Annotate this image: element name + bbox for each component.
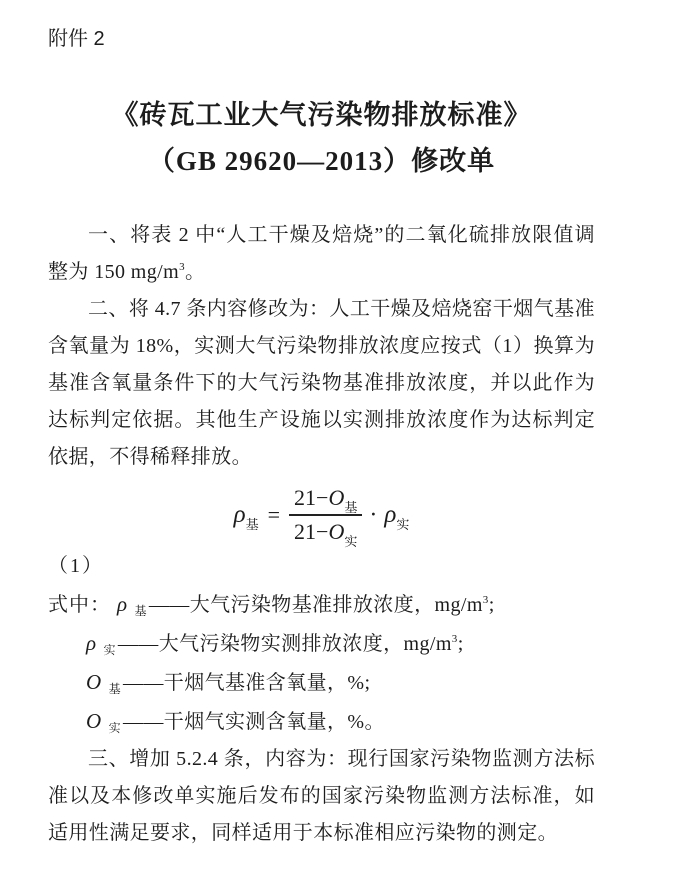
dash: —— bbox=[122, 672, 164, 694]
where-item bbox=[48, 585, 595, 624]
where-item bbox=[48, 663, 595, 702]
subscript: 实 bbox=[103, 643, 116, 657]
dash: —— bbox=[122, 711, 164, 733]
definition-text: 大气污染物实测排放浓度，mg/m bbox=[158, 633, 452, 655]
superscript-3: 3 bbox=[482, 594, 489, 606]
rho-actual-symbol: ρ bbox=[384, 501, 397, 528]
paragraph-3: 三、增加 5.2.4 条，内容为：现行国家污染物监测方法标准以及本修改单实施后发布的国家污染物监测方法标准，如适用性满足要求，同样适用于本标准相应污染物的测定。 bbox=[48, 748, 595, 844]
denominator-text: 21− bbox=[294, 519, 329, 544]
superscript-3: 3 bbox=[451, 633, 458, 645]
equation-number: （1） bbox=[48, 555, 104, 577]
multiplication-dot: · bbox=[369, 501, 378, 528]
fraction-numerator bbox=[289, 485, 362, 516]
definition-tail: ; bbox=[457, 633, 464, 655]
paragraph-2: 二、将 4.7 条内容修改为：人工干燥及焙烧窑干烟气基准含氧量为 18%，实测大气污染物排放浓度应按式（1）换算为基准含氧量条件下的大气污染物基准排放浓度，并以此作为达标判定依据。其他生产设施以实测排放浓度作为达标判定依据，不得稀释排放。 bbox=[48, 298, 595, 468]
fraction bbox=[289, 485, 362, 549]
subscript: 基 bbox=[134, 604, 147, 618]
dash: —— bbox=[148, 594, 190, 616]
paragraph-1-text: 一、将表 2 中“人工干燥及焙烧”的二氧化硫排放限值调整为 150 mg/m bbox=[48, 224, 595, 283]
definition-text: 干烟气基准含氧量，%; bbox=[163, 672, 371, 694]
where-item bbox=[48, 702, 595, 741]
formula-rhs bbox=[384, 501, 410, 532]
title-line-2: （GB 29620—2013）修改单 bbox=[147, 146, 496, 176]
superscript-3: 3 bbox=[179, 261, 185, 273]
numerator-text: 21− bbox=[294, 485, 329, 510]
dash: —— bbox=[117, 633, 159, 655]
rho-base-symbol: ρ bbox=[233, 501, 246, 528]
symbol: ρ bbox=[117, 592, 128, 616]
fraction-denominator bbox=[294, 516, 358, 549]
rho-base-subscript: 基 bbox=[245, 517, 259, 532]
where-item bbox=[48, 624, 595, 663]
where-clause bbox=[48, 585, 595, 741]
rho-actual-subscript: 实 bbox=[396, 517, 410, 532]
oxygen-base-symbol: O bbox=[328, 485, 345, 510]
equals-sign: = bbox=[267, 502, 281, 527]
symbol: ρ bbox=[86, 631, 97, 655]
paragraph-1 bbox=[48, 217, 595, 291]
symbol: O bbox=[86, 670, 102, 694]
formula-block bbox=[48, 482, 595, 548]
oxygen-actual-subscript: 实 bbox=[344, 534, 358, 549]
formula-lhs bbox=[233, 501, 259, 532]
attachment-label: 附件 2 bbox=[48, 28, 105, 50]
oxygen-base-subscript: 基 bbox=[344, 500, 358, 515]
oxygen-actual-symbol: O bbox=[328, 519, 345, 544]
definition-tail: ; bbox=[488, 594, 495, 616]
definition-text: 大气污染物基准排放浓度，mg/m bbox=[189, 594, 483, 616]
document-title bbox=[48, 92, 595, 184]
document-body bbox=[48, 217, 595, 852]
where-prefix: 式中： bbox=[48, 594, 111, 616]
subscript: 基 bbox=[108, 682, 121, 696]
symbol: O bbox=[86, 709, 102, 733]
subscript: 实 bbox=[108, 721, 121, 735]
paragraph-1-tail: 。 bbox=[184, 261, 206, 283]
definition-text: 干烟气实测含氧量，%。 bbox=[163, 711, 385, 733]
title-line-1: 《砖瓦工业大气污染物排放标准》 bbox=[111, 100, 532, 130]
